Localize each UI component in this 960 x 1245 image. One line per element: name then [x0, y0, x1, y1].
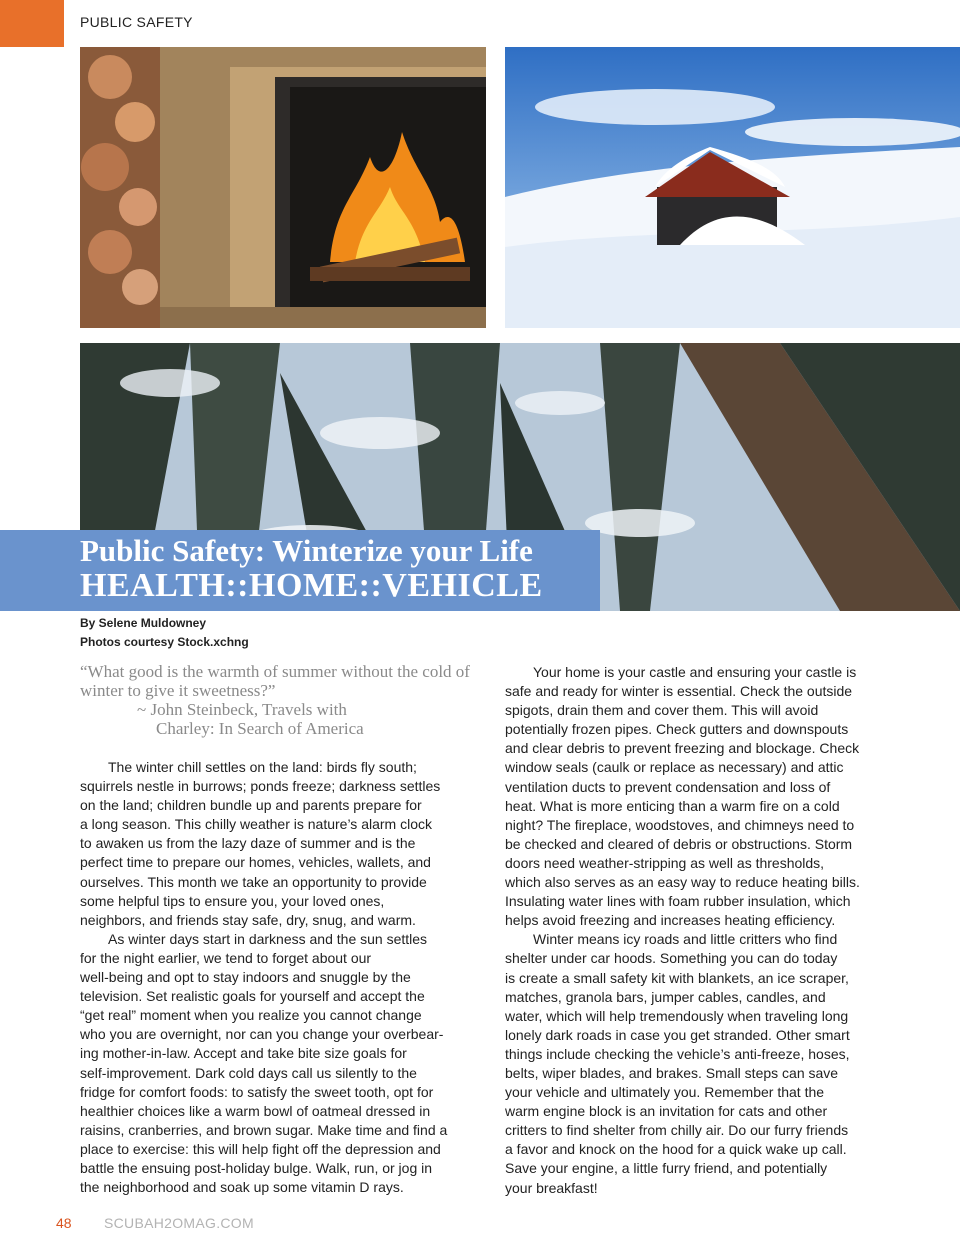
body-paragraph: The winter chill settles on the land: birds fly south; squirrels nestle in burrows; ponds freeze; darkness settles on the land; children bundle up and parents prepare for a long season. This chilly weather is nature’s alarm clock to awaken us from the lazy daze of summer and is the perfect time to prepare our homes, vehicles, wallets, and ourselves. This month we take an opportunity to provide some helpful tips to ensure you, your loved ones, neighbors, and friends stay safe, dry, snug, and warm. [80, 759, 441, 928]
body-paragraph: As winter days start in darkness and the sun settles for the night earlier, we tend to forget about our well-being and opt to stay indoors and snuggle by the television. Set realistic goals for yourself and accept the “get real” moment when you realize you cannot change who you are overnight, nor can you change your overbear- ing mother-in-law. Accept and take bite size goals for self-improvement. Dark cold days call us silently to the fridge for comfort foods: to satisfy the sweet tooth, opt for healthier choices like a warm bowl of oatmeal dressed in raisins, cranberries, and brown sugar. Make time and find a place to exercise: this will help fight off the depression and battle the ensuing post-holiday bulge. Walk, run, or jog in the neighborhood and soak up some vitamin D rays. [80, 930, 448, 1196]
article-subtitle: HEALTH::HOME::VEHICLE [80, 567, 543, 604]
left-text-column [80, 758, 475, 1197]
quote-attribution-line-2: Charley: In Search of America [156, 719, 364, 738]
pull-quote: “What good is the warmth of summer without the cold of winter to give it sweetness?” [80, 662, 470, 700]
article-title: Public Safety: Winterize your Life [80, 533, 533, 568]
section-color-tab [0, 0, 64, 47]
quote-attribution-line-1: ~ John Steinbeck, Travels with [137, 700, 347, 719]
snow-cabin-photo [505, 47, 960, 328]
photo-credit: Photos courtesy Stock.xchng [80, 635, 249, 649]
section-label: PUBLIC SAFETY [80, 14, 193, 30]
right-text-column [505, 663, 890, 1198]
quote-attribution [137, 700, 537, 738]
body-paragraph: Your home is your castle and ensuring your castle is safe and ready for winter is essential. Check the outside spigots, drain them and cover them. This will avoid potentially frozen pipes. Check gutters and downspouts and clear debris to prevent freezing and blockage. Check window seals (caulk or replace as necessary) and attic ventilation ducts to prevent condensation and loss of heat. What is more enticing than a warm fire on a cold night? The fireplace, woodstoves, and chimneys need to be checked and cleared of debris or obstructions. Storm doors need weather-stripping as well as thresholds, which also serves as an easy way to reduce heating bills. Insulating water lines with foam rubber insulation, which helps avoid freezing and increases heating efficiency. [505, 664, 860, 929]
page-number: 48 [56, 1215, 72, 1231]
body-paragraph: Winter means icy roads and little critters who find shelter under car hoods. Something you can do today is create a small safety kit with blankets, an ice scraper, matches, granola bars, jumper cables, candles, and water, which will help tremendously when traveling long lonely dark roads in case you get stranded. Other smart things include checking the vehicle’s anti-freeze, hoses, belts, wiper blades, and brakes. Small steps can save your vehicle and ultimately you. Remember that the warm engine block is an invitation for cats and other critters to find shelter from chilly air. Do our furry friends a favor and knock on the hood for a quick wake up call. Save your engine, a little furry friend, and potentially your breakfast! [505, 931, 850, 1196]
fireplace-photo [80, 47, 486, 328]
site-name: SCUBAH2OMAG.COM [104, 1215, 254, 1231]
author-byline: By Selene Muldowney [80, 616, 207, 630]
